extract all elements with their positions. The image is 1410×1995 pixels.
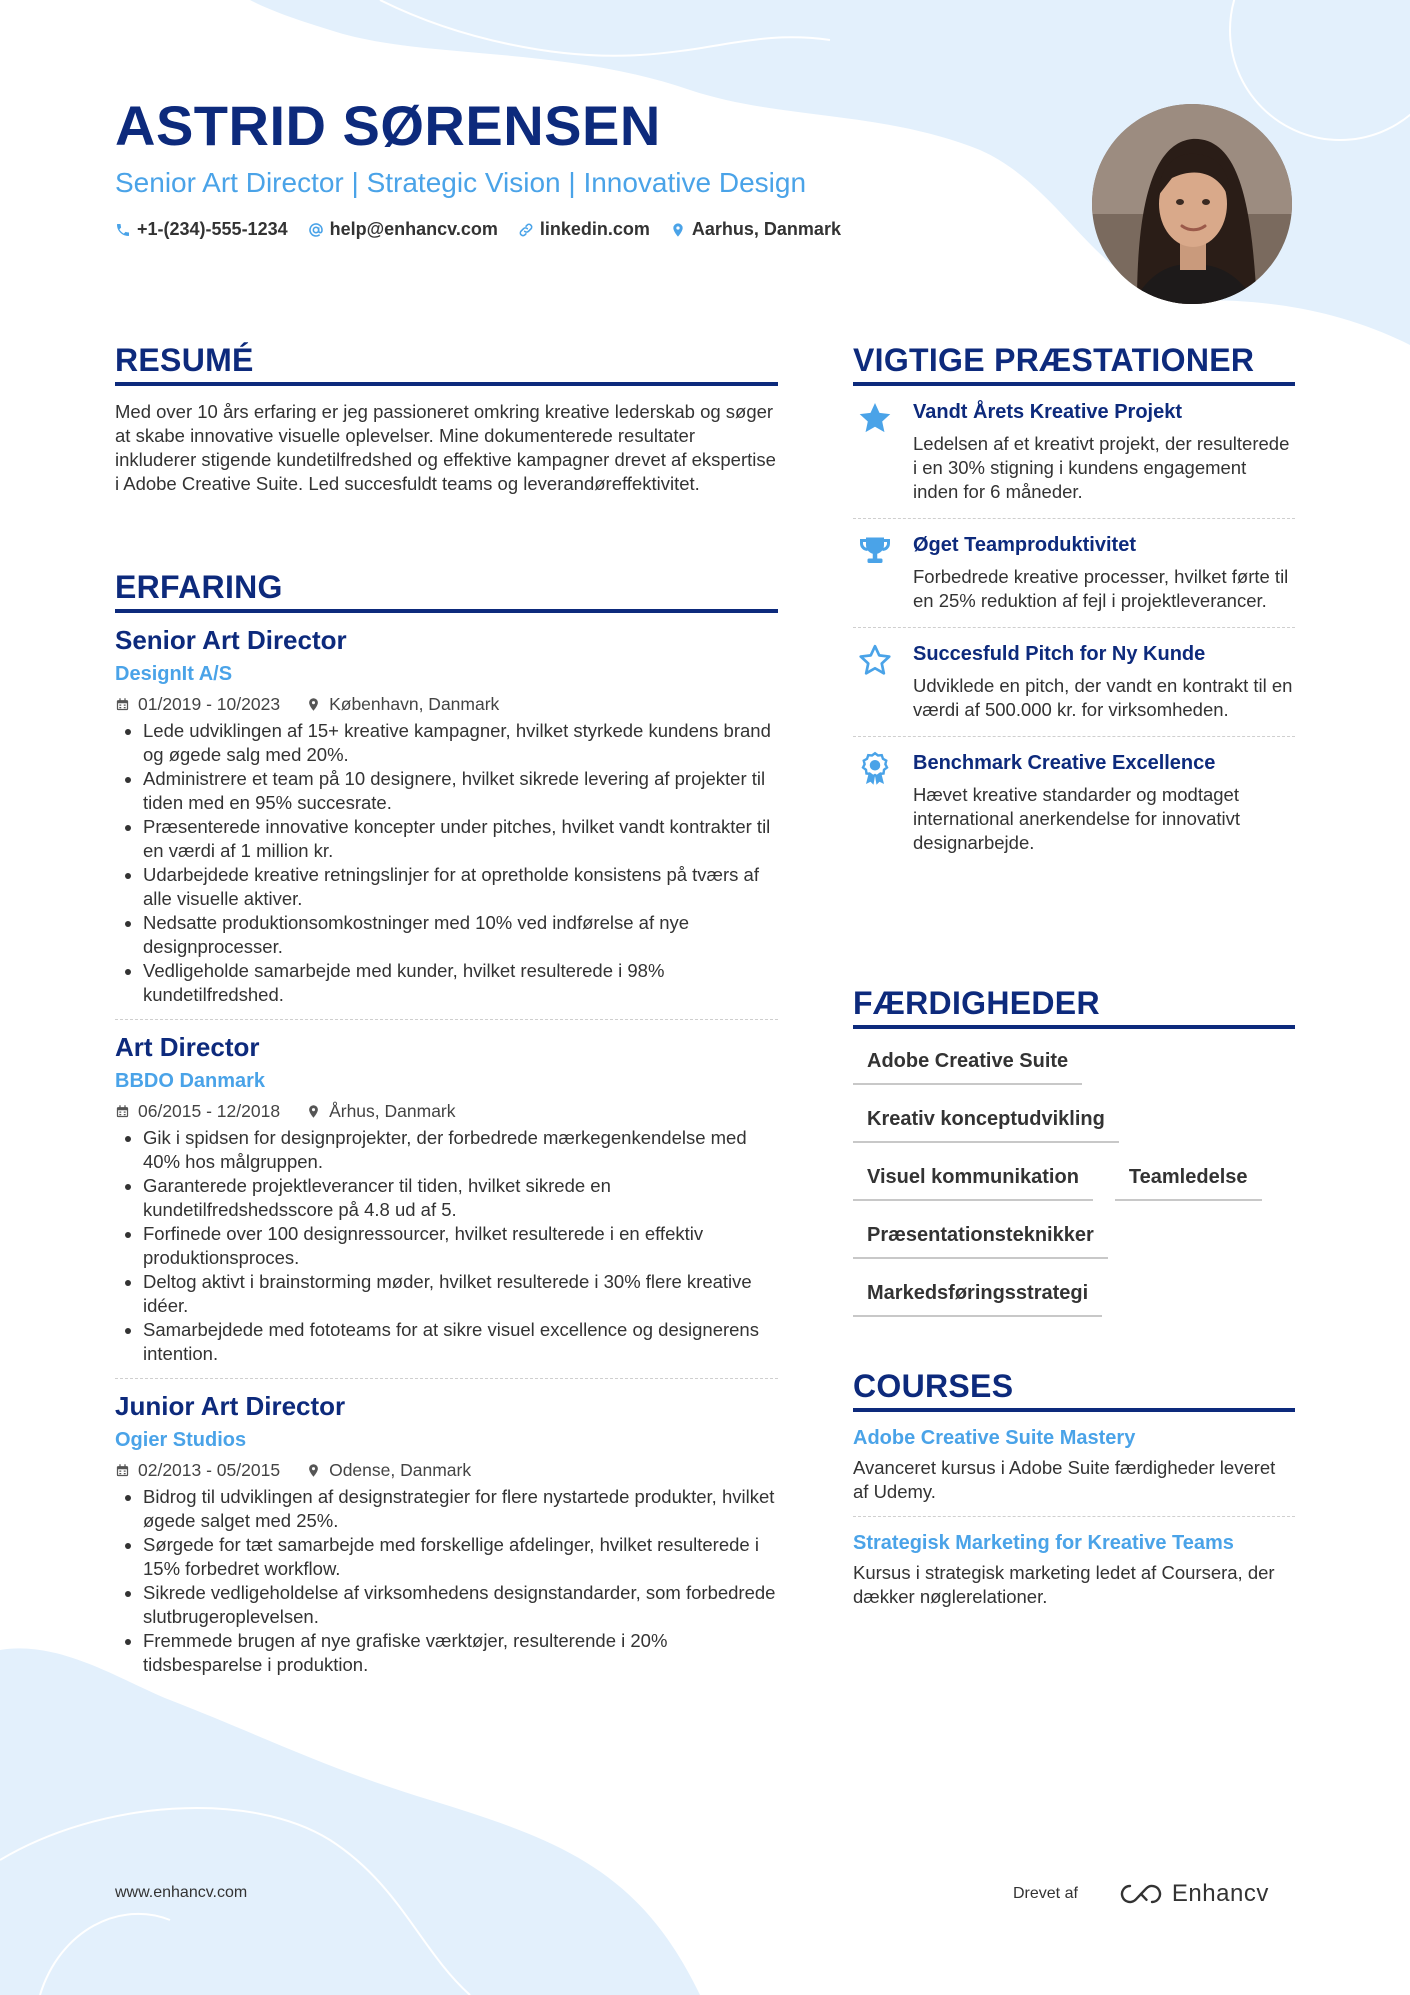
star-filled-icon: [857, 400, 893, 436]
achievement-title: Benchmark Creative Excellence: [913, 751, 1216, 774]
job-company: DesignIt A/S: [115, 662, 233, 685]
link-icon: [518, 222, 534, 238]
course-desc: Avanceret kursus i Adobe Suite færdigheder leveret af Udemy.: [853, 1456, 1276, 1502]
experience-section: [115, 569, 778, 1677]
skill-tag: Adobe Creative Suite: [853, 1049, 1082, 1085]
brand-name: Enhancv: [1171, 1880, 1269, 1907]
achievement-desc: Ledelsen af et kreativt projekt, der resulterede i en 30% stigning i kundens engagement inden for 6 måneder.: [913, 432, 1290, 502]
course-desc: Kursus i strategisk marketing ledet af Coursera, der dækker nøglerelationer.: [853, 1561, 1275, 1607]
calendar-icon: [115, 1463, 130, 1478]
job-entry: [115, 1032, 778, 1366]
linkedin-text: linkedin.com: [539, 219, 650, 239]
tagline: Senior Art Director | Strategic Vision | Innovative Design: [115, 167, 807, 198]
contact-bar: [115, 219, 841, 240]
job-meta: [115, 1101, 778, 1122]
achievement-item: [853, 386, 1295, 518]
contact-phone[interactable]: [115, 219, 288, 240]
job-bullet: • Sikrede vedligeholdelse af virksomhedens designstandarder, som forbedrede slutbrugeroplevelsen.: [143, 1581, 778, 1629]
experience-heading: ERFARING: [115, 569, 778, 613]
star-outline-icon: [857, 642, 893, 678]
location-text: Aarhus, Danmark: [691, 219, 841, 239]
course-item: [853, 1517, 1295, 1609]
job-bullets: [115, 1126, 778, 1366]
job-bullet: • Samarbejdede med fototeams for at sikre visuel excellence og designerens intention.: [143, 1318, 778, 1366]
achievement-desc: Hævet kreative standarder og modtaget international anerkendelse for innovativt designarbejde.: [913, 783, 1241, 853]
powered-by-label: Drevet af: [1013, 1885, 1078, 1902]
achievement-desc: Forbedrede kreative processer, hvilket førte til en 25% reduktion af fejl i projektleverancer.: [913, 565, 1289, 611]
skill-tag: Visuel kommunikation: [853, 1165, 1093, 1201]
job-title: Art Director: [115, 1031, 260, 1062]
location-icon: [306, 1104, 321, 1119]
enhancv-logo-icon: [1118, 1882, 1164, 1906]
calendar-icon: [115, 1104, 130, 1119]
job-bullet: • Gik i spidsen for designprojekter, der forbedrede mærkegenkendelse med 40% hos målgruppen.: [143, 1126, 778, 1174]
skill-tag: Kreativ konceptudvikling: [853, 1107, 1119, 1143]
calendar-icon: [115, 697, 130, 712]
job-entry: [115, 1391, 778, 1677]
job-location: København, Danmark: [306, 694, 499, 715]
achievement-title: Succesfuld Pitch for Ny Kunde: [913, 642, 1206, 665]
job-bullet: • Vedligeholde samarbejde med kunder, hvilket resulterede i 98% kundetilfredshed.: [143, 959, 778, 1007]
footer-website[interactable]: www.enhancv.com: [115, 1884, 248, 1901]
job-meta: [115, 1460, 778, 1481]
course-title: Strategisk Marketing for Kreative Teams: [853, 1531, 1234, 1554]
job-bullet: • Sørgede for tæt samarbejde med forskellige afdelinger, hvilket resulterede i 15% forbedret workflow.: [143, 1533, 778, 1581]
job-location: Odense, Danmark: [306, 1460, 471, 1481]
skills-heading: FÆRDIGHEDER: [853, 985, 1295, 1029]
brand-logo[interactable]: [1118, 1880, 1269, 1908]
at-icon: [308, 222, 324, 238]
achievement-item: [853, 628, 1295, 736]
phone-icon: [115, 222, 131, 238]
job-location: Århus, Danmark: [306, 1101, 455, 1122]
job-bullet: • Lede udviklingen af 15+ kreative kampagner, hvilket styrkede kundens brand og øgede salg med 20%.: [143, 719, 778, 767]
skill-tag: Præsentationsteknikker: [853, 1223, 1108, 1259]
skill-tag: Teamledelse: [1115, 1165, 1262, 1201]
location-icon: [306, 1463, 321, 1478]
job-bullet: • Administrere et team på 10 designere, hvilket sikrede levering af projekter til tiden med en 95% succesrate.: [143, 767, 778, 815]
job-entry: [115, 625, 778, 1007]
job-bullet: • Forfinede over 100 designressourcer, hvilket resulterede i en effektiv produktionsproces.: [143, 1222, 778, 1270]
summary-text: Med over 10 års erfaring er jeg passioneret omkring kreative lederskab og søger at skabe innovative visuelle oplevelser. Mine dokumenterede resultater inkluderer stigende kundetilfredshed og effektive kampagner drevet af ekspertise i Adobe Creative Suite. Led succesfuldt teams og leverandøreffektivitet.: [115, 400, 776, 494]
skills-list: [853, 1049, 1273, 1317]
course-item: [853, 1412, 1295, 1516]
contact-email[interactable]: [308, 219, 498, 240]
job-dates: 01/2019 - 10/2023: [115, 694, 280, 715]
contact-location: [670, 219, 841, 240]
job-meta: [115, 694, 778, 715]
job-bullet: • Nedsatte produktionsomkostninger med 10% ved indførelse af nye designprocesser.: [143, 911, 778, 959]
achievements-section: [853, 342, 1295, 869]
location-icon: [306, 697, 321, 712]
phone-text: +1-(234)-555-1234: [137, 219, 288, 239]
achievements-heading: VIGTIGE PRÆSTATIONER: [853, 342, 1295, 386]
achievement-title: Vandt Årets Kreative Projekt: [913, 400, 1182, 423]
job-bullet: • Bidrog til udviklingen af designstrategier for flere nystartede produkter, hvilket øgede salget med 25%.: [143, 1485, 778, 1533]
course-title: Adobe Creative Suite Mastery: [853, 1426, 1136, 1449]
summary-heading: RESUMÉ: [115, 342, 778, 386]
job-bullet: • Fremmede brugen af nye grafiske værktøjer, resulterende i 20% tidsbesparelse i produktion.: [143, 1629, 778, 1677]
achievement-item: [853, 519, 1295, 627]
job-divider: [115, 1378, 778, 1379]
job-title: Junior Art Director: [115, 1391, 346, 1422]
job-bullet: • Udarbejdede kreative retningslinjer for at opretholde konsistens på tværs af alle visuelle aktiver.: [143, 863, 778, 911]
location-icon: [670, 222, 686, 238]
courses-section: [853, 1368, 1295, 1609]
contact-linkedin[interactable]: [518, 219, 650, 240]
profile-photo: [1092, 104, 1292, 304]
candidate-name: ASTRID SØRENSEN: [115, 94, 661, 157]
job-company: Ogier Studios: [115, 1429, 247, 1452]
job-dates: 02/2013 - 05/2015: [115, 1460, 280, 1481]
achievement-item: [853, 737, 1295, 869]
trophy-icon: [857, 533, 893, 569]
job-title: Senior Art Director: [115, 624, 347, 655]
job-company: BBDO Danmark: [115, 1070, 266, 1093]
award-ribbon-icon: [857, 751, 893, 787]
job-bullet: • Præsenterede innovative koncepter under pitches, hvilket vandt kontrakter til en værdi af 1 million kr.: [143, 815, 778, 863]
job-divider: [115, 1019, 778, 1020]
job-bullets: [115, 1485, 778, 1677]
skills-section: [853, 985, 1295, 1317]
summary-section: [115, 342, 778, 496]
job-bullet: • Garanterede projektleverancer til tiden, hvilket sikrede en kundetilfredshedsscore på 4.8 ud af 5.: [143, 1174, 778, 1222]
email-text: help@enhancv.com: [329, 219, 498, 239]
footer-credit: [1013, 1880, 1269, 1908]
job-bullets: [115, 719, 778, 1007]
achievement-title: Øget Teamproduktivitet: [913, 533, 1136, 556]
achievement-desc: Udviklede en pitch, der vandt en kontrakt til en værdi af 500.000 kr. for virksomheden.: [913, 674, 1293, 720]
job-bullet: • Deltog aktivt i brainstorming møder, hvilket resulterede i 30% flere kreative idéer.: [143, 1270, 778, 1318]
job-dates: 06/2015 - 12/2018: [115, 1101, 280, 1122]
skill-tag: Markedsføringsstrategi: [853, 1281, 1102, 1317]
courses-heading: COURSES: [853, 1368, 1295, 1412]
